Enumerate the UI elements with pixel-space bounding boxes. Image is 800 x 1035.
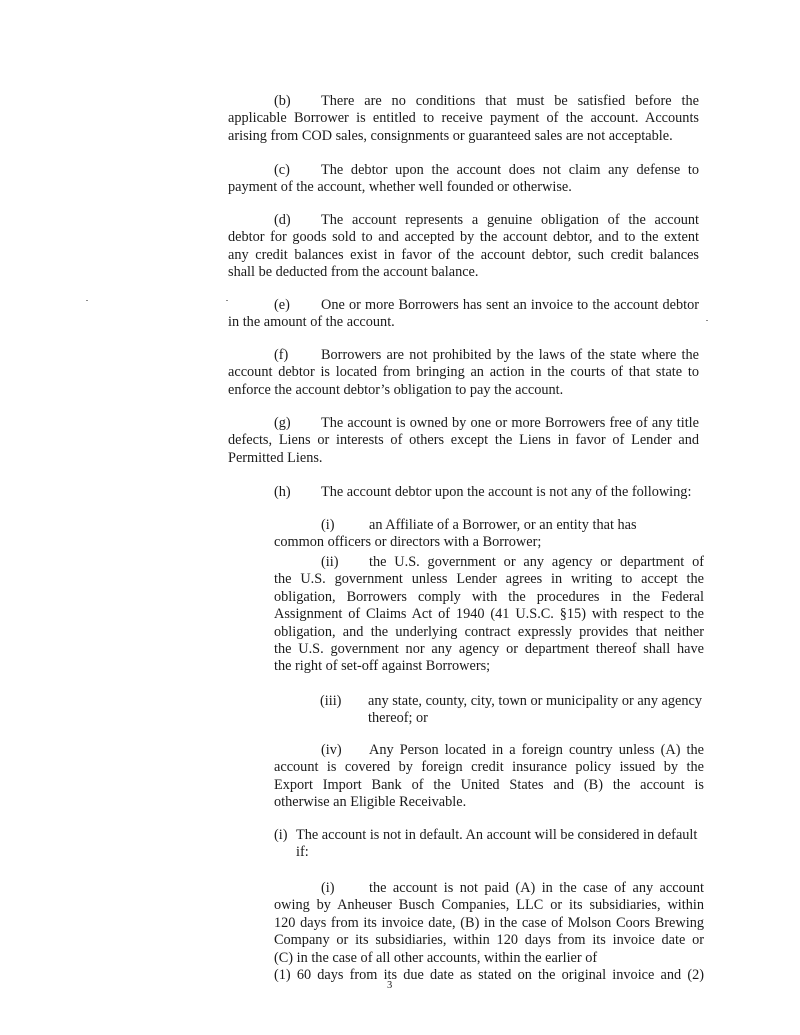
- page-number: 3: [387, 980, 393, 991]
- clause-text-line: applicable Borrower is entitled to receive payment of the account. Accounts: [228, 110, 699, 127]
- clause-text-line: payment of the account, whether well founded or otherwise.: [228, 179, 572, 196]
- clause-text-line: owing by Anheuser Busch Companies, LLC or its subsidiaries, within: [274, 897, 704, 914]
- clause-text-line: common officers or directors with a Borrower;: [274, 534, 542, 551]
- clause-text-line: 120 days from its invoice date, (B) in the case of Molson Coors Brewing: [274, 914, 704, 931]
- clause-text-line: otherwise an Eligible Receivable.: [274, 794, 467, 811]
- clause-d: [228, 212, 699, 282]
- subclause-h-ii: [274, 554, 704, 676]
- clause-label: (b): [274, 93, 291, 109]
- clause-e: [228, 297, 699, 332]
- clause-text-line: The account represents a genuine obligation of the account: [321, 212, 699, 228]
- clause-text-line: The debtor upon the account does not claim any defense to: [321, 162, 699, 178]
- clause-text-line: (1) 60 days from its due date as stated on the original invoice and (2): [274, 967, 704, 984]
- clause-text-line: shall be deducted from the account balance.: [228, 264, 479, 281]
- clause-text-line: Export Import Bank of the United States and (B) the account is: [274, 776, 704, 793]
- clause-label: (iv): [321, 742, 342, 758]
- clause-label: (h): [274, 484, 291, 500]
- clause-text-line: any state, county, city, town or municipality or any agency: [368, 693, 703, 709]
- clause-text-line: enforce the account debtor’s obligation to pay the account.: [228, 381, 564, 398]
- subclause-h-iv: [274, 742, 704, 812]
- clause-text-line: There are no conditions that must be satisfied before the: [321, 93, 699, 109]
- clause-label: (e): [274, 297, 290, 313]
- clause-b: [228, 93, 699, 145]
- scan-speck: [86, 300, 88, 301]
- clause-text-line: an Affiliate of a Borrower, or an entity that has: [369, 517, 637, 533]
- clause-text-line: Permitted Liens.: [228, 449, 323, 466]
- clause-text-line: account debtor is located from bringing an action in the courts of that state to: [228, 364, 699, 381]
- clause-text-line: (C) in the case of all other accounts, within the earlier of: [274, 949, 598, 966]
- clause-label: (ii): [321, 554, 339, 570]
- clause-label: (f): [274, 347, 289, 363]
- clause-label: (i): [321, 517, 335, 533]
- clause-text-line: the U.S. government nor any agency or department thereof shall have: [274, 641, 704, 658]
- clause-text-line: the account is not paid (A) in the case of any account: [369, 880, 704, 896]
- clause-h: [274, 484, 704, 501]
- clause-text-line: debtor for goods sold to and accepted by the account debtor, and to the extent: [228, 229, 699, 246]
- subclause-h-i: [274, 517, 704, 552]
- subclause-h-iii: [320, 693, 720, 728]
- clause-text-line: the U.S. government or any agency or department of: [369, 554, 704, 570]
- clause-text-line: any credit balances exist in favor of the account debtor, such credit balances: [228, 246, 699, 263]
- clause-text-line: defects, Liens or interests of others except the Liens in favor of Lender and: [228, 432, 699, 449]
- clause-text-line: if:: [296, 844, 309, 861]
- clause-label: (i): [321, 880, 335, 896]
- clause-text-line: thereof; or: [368, 710, 428, 727]
- clause-text-line: in the amount of the account.: [228, 314, 395, 331]
- clause-text-line: The account is not in default. An account will be considered in default: [296, 827, 698, 843]
- clause-text-line: The account debtor upon the account is not any of the following:: [321, 484, 692, 500]
- clause-f: [228, 347, 699, 399]
- clause-label: (iii): [320, 693, 342, 709]
- clause-label: (g): [274, 415, 291, 431]
- clause-label: (c): [274, 162, 290, 178]
- clause-text-line: Assignment of Claims Act of 1940 (41 U.S.C. §15) with respect to the: [274, 606, 704, 623]
- clause-text-line: One or more Borrowers has sent an invoice to the account debtor: [321, 297, 699, 313]
- clause-text-line: account is covered by foreign credit insurance policy issued by the: [274, 759, 704, 776]
- clause-text-line: the U.S. government unless Lender agrees in writing to accept the: [274, 571, 704, 588]
- clause-text-line: Borrowers are not prohibited by the laws of the state where the: [321, 347, 699, 363]
- clause-text-line: Company or its subsidiaries, within 120 days from its invoice date or: [274, 932, 704, 949]
- clause-text-line: Any Person located in a foreign country unless (A) the: [369, 742, 704, 758]
- clause-label: (i): [274, 827, 288, 843]
- clause-text-line: obligation, and the underlying contract expressly provides that neither: [274, 623, 704, 640]
- scan-speck: [706, 320, 708, 321]
- clause-i: [274, 827, 724, 862]
- subclause-i-i: [274, 880, 704, 984]
- clause-text-line: arising from COD sales, consignments or guaranteed sales are not acceptable.: [228, 127, 673, 144]
- clause-text-line: the right of set-off against Borrowers;: [274, 658, 491, 675]
- clause-label: (d): [274, 212, 291, 228]
- clause-text-line: obligation, Borrowers comply with the procedures in the Federal: [274, 588, 704, 605]
- clause-text-line: The account is owned by one or more Borrowers free of any title: [321, 415, 699, 431]
- clause-g: [228, 415, 699, 467]
- clause-c: [228, 162, 699, 197]
